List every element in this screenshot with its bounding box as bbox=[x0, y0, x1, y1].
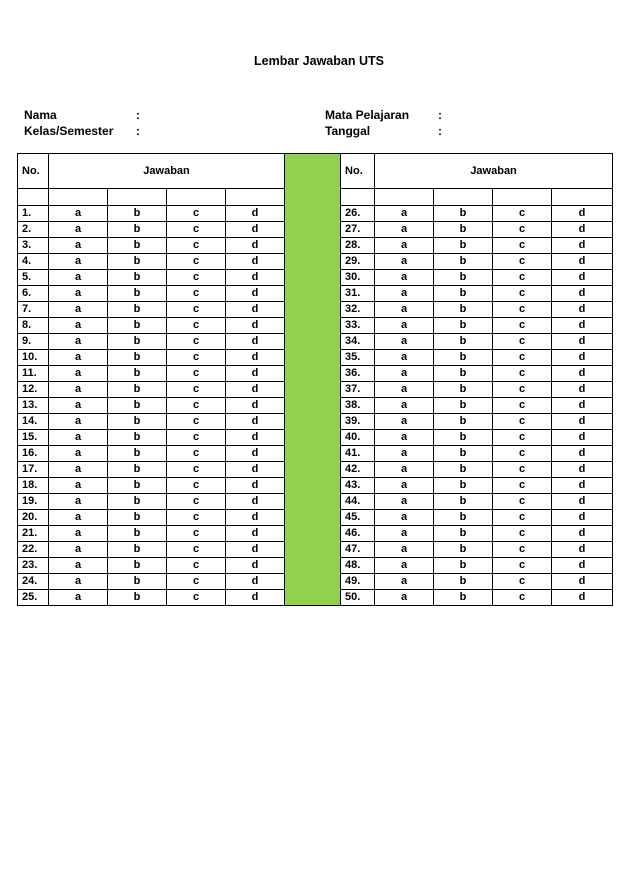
nama-label: Nama bbox=[24, 108, 57, 122]
option-a-right: a bbox=[375, 446, 434, 462]
option-c-right: c bbox=[493, 430, 552, 446]
question-number-left: 11. bbox=[18, 366, 49, 382]
blank-cell bbox=[167, 189, 226, 206]
option-b-left: b bbox=[108, 414, 167, 430]
option-a-left: a bbox=[49, 590, 108, 606]
option-a-left: a bbox=[49, 398, 108, 414]
option-a-right: a bbox=[375, 430, 434, 446]
question-number-right: 28. bbox=[341, 238, 375, 254]
option-a-right: a bbox=[375, 462, 434, 478]
option-c-right: c bbox=[493, 446, 552, 462]
option-c-left: c bbox=[167, 222, 226, 238]
question-number-left: 2. bbox=[18, 222, 49, 238]
option-b-left: b bbox=[108, 222, 167, 238]
option-a-left: a bbox=[49, 270, 108, 286]
question-number-right: 39. bbox=[341, 414, 375, 430]
option-c-left: c bbox=[167, 462, 226, 478]
option-c-left: c bbox=[167, 398, 226, 414]
option-a-left: a bbox=[49, 414, 108, 430]
option-a-right: a bbox=[375, 334, 434, 350]
page-title: Lembar Jawaban UTS bbox=[254, 54, 384, 68]
option-a-right: a bbox=[375, 206, 434, 222]
tanggal-colon: : bbox=[438, 124, 442, 138]
question-number-right: 50. bbox=[341, 590, 375, 606]
question-number-right: 43. bbox=[341, 478, 375, 494]
question-number-right: 36. bbox=[341, 366, 375, 382]
option-d-left: d bbox=[226, 558, 285, 574]
option-d-left: d bbox=[226, 398, 285, 414]
blank-cell bbox=[552, 189, 613, 206]
option-d-right: d bbox=[552, 430, 613, 446]
info-right bbox=[325, 107, 455, 141]
option-c-left: c bbox=[167, 206, 226, 222]
question-number-right: 26. bbox=[341, 206, 375, 222]
option-b-left: b bbox=[108, 478, 167, 494]
option-a-left: a bbox=[49, 574, 108, 590]
option-a-left: a bbox=[49, 430, 108, 446]
kelas-label: Kelas/Semester bbox=[24, 124, 114, 138]
option-a-left: a bbox=[49, 478, 108, 494]
option-c-right: c bbox=[493, 398, 552, 414]
option-a-left: a bbox=[49, 254, 108, 270]
option-c-left: c bbox=[167, 478, 226, 494]
question-number-left: 9. bbox=[18, 334, 49, 350]
question-number-right: 38. bbox=[341, 398, 375, 414]
question-number-right: 29. bbox=[341, 254, 375, 270]
question-number-left: 16. bbox=[18, 446, 49, 462]
option-d-right: d bbox=[552, 302, 613, 318]
option-d-left: d bbox=[226, 574, 285, 590]
option-d-right: d bbox=[552, 206, 613, 222]
no-header-right: No. bbox=[341, 154, 375, 189]
option-b-left: b bbox=[108, 542, 167, 558]
option-b-left: b bbox=[108, 382, 167, 398]
kelas-colon: : bbox=[136, 124, 140, 138]
option-d-right: d bbox=[552, 350, 613, 366]
option-d-left: d bbox=[226, 302, 285, 318]
question-number-right: 27. bbox=[341, 222, 375, 238]
option-a-right: a bbox=[375, 574, 434, 590]
option-a-right: a bbox=[375, 494, 434, 510]
question-number-left: 18. bbox=[18, 478, 49, 494]
no-header-left: No. bbox=[18, 154, 49, 189]
option-d-right: d bbox=[552, 446, 613, 462]
option-c-left: c bbox=[167, 366, 226, 382]
option-b-right: b bbox=[434, 446, 493, 462]
option-c-left: c bbox=[167, 590, 226, 606]
option-d-right: d bbox=[552, 414, 613, 430]
question-number-left: 7. bbox=[18, 302, 49, 318]
option-c-left: c bbox=[167, 238, 226, 254]
option-d-right: d bbox=[552, 462, 613, 478]
blank-cell bbox=[434, 189, 493, 206]
option-a-right: a bbox=[375, 590, 434, 606]
option-c-left: c bbox=[167, 334, 226, 350]
question-number-right: 33. bbox=[341, 318, 375, 334]
option-d-left: d bbox=[226, 478, 285, 494]
question-number-left: 25. bbox=[18, 590, 49, 606]
option-d-left: d bbox=[226, 318, 285, 334]
option-c-right: c bbox=[493, 574, 552, 590]
option-b-right: b bbox=[434, 270, 493, 286]
question-number-right: 32. bbox=[341, 302, 375, 318]
question-number-left: 4. bbox=[18, 254, 49, 270]
option-b-left: b bbox=[108, 238, 167, 254]
option-b-right: b bbox=[434, 238, 493, 254]
option-c-left: c bbox=[167, 414, 226, 430]
option-b-right: b bbox=[434, 286, 493, 302]
option-c-right: c bbox=[493, 478, 552, 494]
option-d-right: d bbox=[552, 254, 613, 270]
option-b-right: b bbox=[434, 350, 493, 366]
question-number-left: 19. bbox=[18, 494, 49, 510]
option-b-left: b bbox=[108, 286, 167, 302]
question-number-left: 3. bbox=[18, 238, 49, 254]
option-a-right: a bbox=[375, 350, 434, 366]
green-divider-column bbox=[285, 154, 341, 606]
option-a-left: a bbox=[49, 542, 108, 558]
option-a-left: a bbox=[49, 382, 108, 398]
option-b-right: b bbox=[434, 430, 493, 446]
option-a-right: a bbox=[375, 526, 434, 542]
option-c-right: c bbox=[493, 494, 552, 510]
question-number-right: 34. bbox=[341, 334, 375, 350]
option-d-right: d bbox=[552, 238, 613, 254]
option-d-right: d bbox=[552, 286, 613, 302]
blank-cell bbox=[493, 189, 552, 206]
option-c-right: c bbox=[493, 254, 552, 270]
option-c-left: c bbox=[167, 382, 226, 398]
question-number-right: 44. bbox=[341, 494, 375, 510]
option-c-left: c bbox=[167, 318, 226, 334]
option-b-right: b bbox=[434, 366, 493, 382]
option-c-right: c bbox=[493, 526, 552, 542]
option-b-right: b bbox=[434, 382, 493, 398]
question-number-right: 47. bbox=[341, 542, 375, 558]
question-number-left: 15. bbox=[18, 430, 49, 446]
question-number-left: 12. bbox=[18, 382, 49, 398]
option-d-left: d bbox=[226, 494, 285, 510]
option-a-left: a bbox=[49, 446, 108, 462]
option-d-left: d bbox=[226, 350, 285, 366]
option-c-left: c bbox=[167, 526, 226, 542]
option-c-left: c bbox=[167, 430, 226, 446]
option-b-left: b bbox=[108, 206, 167, 222]
option-b-right: b bbox=[434, 334, 493, 350]
option-c-right: c bbox=[493, 542, 552, 558]
option-d-right: d bbox=[552, 478, 613, 494]
option-c-right: c bbox=[493, 590, 552, 606]
option-a-right: a bbox=[375, 398, 434, 414]
option-d-left: d bbox=[226, 270, 285, 286]
option-b-left: b bbox=[108, 334, 167, 350]
option-d-left: d bbox=[226, 254, 285, 270]
option-d-right: d bbox=[552, 558, 613, 574]
nama-colon: : bbox=[136, 108, 140, 122]
question-number-left: 1. bbox=[18, 206, 49, 222]
option-b-right: b bbox=[434, 462, 493, 478]
option-b-left: b bbox=[108, 510, 167, 526]
option-d-right: d bbox=[552, 334, 613, 350]
option-a-left: a bbox=[49, 222, 108, 238]
option-c-right: c bbox=[493, 462, 552, 478]
option-c-left: c bbox=[167, 254, 226, 270]
mapel-label: Mata Pelajaran bbox=[325, 108, 410, 122]
question-number-left: 5. bbox=[18, 270, 49, 286]
option-d-left: d bbox=[226, 238, 285, 254]
option-a-left: a bbox=[49, 238, 108, 254]
option-b-left: b bbox=[108, 462, 167, 478]
option-a-right: a bbox=[375, 238, 434, 254]
option-b-left: b bbox=[108, 270, 167, 286]
option-a-right: a bbox=[375, 414, 434, 430]
option-b-right: b bbox=[434, 398, 493, 414]
option-d-right: d bbox=[552, 270, 613, 286]
option-b-right: b bbox=[434, 222, 493, 238]
option-c-right: c bbox=[493, 366, 552, 382]
option-a-left: a bbox=[49, 350, 108, 366]
option-c-right: c bbox=[493, 222, 552, 238]
option-a-right: a bbox=[375, 558, 434, 574]
question-number-left: 20. bbox=[18, 510, 49, 526]
tanggal-label: Tanggal bbox=[325, 124, 371, 138]
option-b-right: b bbox=[434, 302, 493, 318]
option-a-left: a bbox=[49, 302, 108, 318]
option-b-right: b bbox=[434, 254, 493, 270]
option-d-left: d bbox=[226, 526, 285, 542]
option-c-right: c bbox=[493, 286, 552, 302]
option-d-left: d bbox=[226, 462, 285, 478]
option-a-right: a bbox=[375, 366, 434, 382]
option-b-right: b bbox=[434, 590, 493, 606]
option-a-left: a bbox=[49, 206, 108, 222]
option-d-right: d bbox=[552, 398, 613, 414]
option-a-right: a bbox=[375, 382, 434, 398]
option-d-left: d bbox=[226, 542, 285, 558]
question-number-left: 22. bbox=[18, 542, 49, 558]
option-b-left: b bbox=[108, 350, 167, 366]
option-a-right: a bbox=[375, 478, 434, 494]
option-d-right: d bbox=[552, 542, 613, 558]
option-d-left: d bbox=[226, 446, 285, 462]
option-b-right: b bbox=[434, 318, 493, 334]
option-d-left: d bbox=[226, 414, 285, 430]
blank-cell bbox=[341, 189, 375, 206]
option-c-right: c bbox=[493, 302, 552, 318]
option-d-left: d bbox=[226, 334, 285, 350]
option-d-right: d bbox=[552, 366, 613, 382]
option-c-right: c bbox=[493, 206, 552, 222]
answer-sheet-table bbox=[17, 153, 613, 606]
question-number-left: 10. bbox=[18, 350, 49, 366]
option-c-left: c bbox=[167, 446, 226, 462]
option-c-left: c bbox=[167, 286, 226, 302]
option-a-right: a bbox=[375, 318, 434, 334]
question-number-right: 49. bbox=[341, 574, 375, 590]
option-a-left: a bbox=[49, 462, 108, 478]
option-b-left: b bbox=[108, 494, 167, 510]
question-number-left: 8. bbox=[18, 318, 49, 334]
blank-cell bbox=[108, 189, 167, 206]
option-a-right: a bbox=[375, 510, 434, 526]
option-d-left: d bbox=[226, 206, 285, 222]
option-a-right: a bbox=[375, 542, 434, 558]
mapel-colon: : bbox=[438, 108, 442, 122]
option-b-right: b bbox=[434, 478, 493, 494]
option-d-right: d bbox=[552, 510, 613, 526]
table-header-row bbox=[18, 154, 613, 189]
option-c-right: c bbox=[493, 270, 552, 286]
option-b-left: b bbox=[108, 318, 167, 334]
option-d-left: d bbox=[226, 430, 285, 446]
option-d-right: d bbox=[552, 382, 613, 398]
option-a-left: a bbox=[49, 494, 108, 510]
option-b-right: b bbox=[434, 526, 493, 542]
option-c-right: c bbox=[493, 558, 552, 574]
question-number-right: 48. bbox=[341, 558, 375, 574]
option-b-left: b bbox=[108, 302, 167, 318]
option-c-right: c bbox=[493, 238, 552, 254]
option-a-left: a bbox=[49, 558, 108, 574]
option-b-left: b bbox=[108, 398, 167, 414]
option-a-left: a bbox=[49, 334, 108, 350]
option-b-left: b bbox=[108, 366, 167, 382]
option-d-right: d bbox=[552, 318, 613, 334]
option-b-right: b bbox=[434, 542, 493, 558]
question-number-left: 13. bbox=[18, 398, 49, 414]
question-number-right: 40. bbox=[341, 430, 375, 446]
question-number-right: 42. bbox=[341, 462, 375, 478]
option-b-right: b bbox=[434, 510, 493, 526]
option-c-left: c bbox=[167, 270, 226, 286]
option-c-left: c bbox=[167, 302, 226, 318]
option-b-right: b bbox=[434, 414, 493, 430]
option-b-left: b bbox=[108, 430, 167, 446]
option-d-left: d bbox=[226, 590, 285, 606]
option-d-right: d bbox=[552, 222, 613, 238]
option-a-right: a bbox=[375, 222, 434, 238]
option-c-left: c bbox=[167, 510, 226, 526]
blank-cell bbox=[375, 189, 434, 206]
option-b-right: b bbox=[434, 206, 493, 222]
option-c-left: c bbox=[167, 542, 226, 558]
option-a-left: a bbox=[49, 286, 108, 302]
option-d-left: d bbox=[226, 286, 285, 302]
option-b-left: b bbox=[108, 526, 167, 542]
option-b-right: b bbox=[434, 558, 493, 574]
option-c-right: c bbox=[493, 382, 552, 398]
option-d-right: d bbox=[552, 590, 613, 606]
option-d-left: d bbox=[226, 222, 285, 238]
option-a-left: a bbox=[49, 510, 108, 526]
option-b-left: b bbox=[108, 574, 167, 590]
option-c-right: c bbox=[493, 414, 552, 430]
question-number-left: 14. bbox=[18, 414, 49, 430]
option-c-left: c bbox=[167, 350, 226, 366]
blank-cell bbox=[49, 189, 108, 206]
question-number-right: 41. bbox=[341, 446, 375, 462]
option-b-right: b bbox=[434, 574, 493, 590]
question-number-right: 37. bbox=[341, 382, 375, 398]
option-a-right: a bbox=[375, 286, 434, 302]
question-number-left: 24. bbox=[18, 574, 49, 590]
option-a-left: a bbox=[49, 318, 108, 334]
option-c-left: c bbox=[167, 558, 226, 574]
question-number-right: 35. bbox=[341, 350, 375, 366]
question-number-left: 6. bbox=[18, 286, 49, 302]
option-c-left: c bbox=[167, 574, 226, 590]
option-c-right: c bbox=[493, 334, 552, 350]
option-d-left: d bbox=[226, 382, 285, 398]
option-a-right: a bbox=[375, 254, 434, 270]
option-c-left: c bbox=[167, 494, 226, 510]
question-number-left: 23. bbox=[18, 558, 49, 574]
option-a-left: a bbox=[49, 366, 108, 382]
option-c-right: c bbox=[493, 318, 552, 334]
option-a-right: a bbox=[375, 302, 434, 318]
option-c-right: c bbox=[493, 510, 552, 526]
option-d-left: d bbox=[226, 366, 285, 382]
option-d-right: d bbox=[552, 494, 613, 510]
question-number-right: 45. bbox=[341, 510, 375, 526]
blank-cell bbox=[226, 189, 285, 206]
option-b-left: b bbox=[108, 558, 167, 574]
option-b-left: b bbox=[108, 590, 167, 606]
question-number-right: 30. bbox=[341, 270, 375, 286]
question-number-left: 21. bbox=[18, 526, 49, 542]
question-number-left: 17. bbox=[18, 462, 49, 478]
option-d-right: d bbox=[552, 526, 613, 542]
blank-cell bbox=[18, 189, 49, 206]
option-b-left: b bbox=[108, 446, 167, 462]
question-number-right: 31. bbox=[341, 286, 375, 302]
jawaban-header-right: Jawaban bbox=[375, 154, 613, 189]
option-c-right: c bbox=[493, 350, 552, 366]
question-number-right: 46. bbox=[341, 526, 375, 542]
option-a-right: a bbox=[375, 270, 434, 286]
option-d-left: d bbox=[226, 510, 285, 526]
option-a-left: a bbox=[49, 526, 108, 542]
jawaban-header-left: Jawaban bbox=[49, 154, 285, 189]
option-b-left: b bbox=[108, 254, 167, 270]
option-b-right: b bbox=[434, 494, 493, 510]
option-d-right: d bbox=[552, 574, 613, 590]
info-left bbox=[24, 107, 154, 141]
